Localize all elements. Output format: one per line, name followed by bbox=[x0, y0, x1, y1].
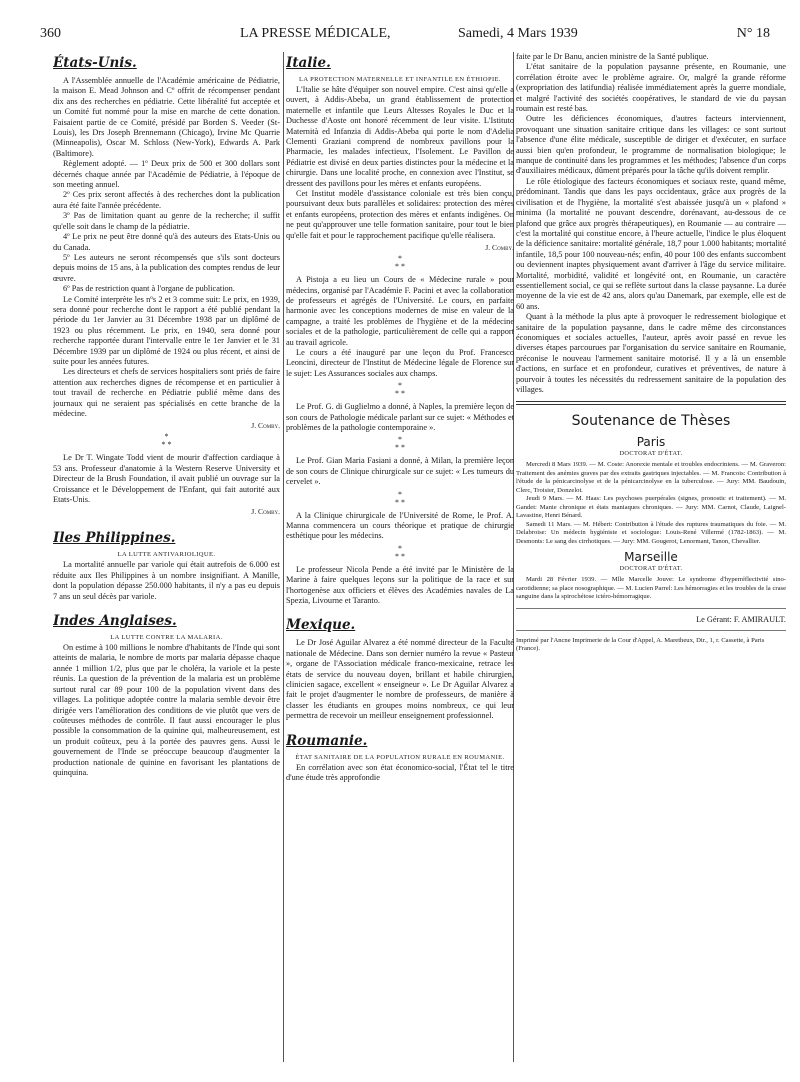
section-title-roumanie: Roumanie. bbox=[286, 732, 368, 749]
paragraph: A l'Assemblée annuelle de l'Académie américaine de Pédiatrie, la maison E. Mead Johnson and Cº offrit de récompenser pendant dix ans des recherches en pédiatrie. Cette libéralité fut acceptée et un Comité fut nommé pour la mise en marche de cette donation. Faisaient partie de ce Comité, présidé par Borden S. Veeder (St-Louis), les Drs Joseph Brennemann (Chicago), Irvine Mc Quarrie (Minneapolis), Oscar M. Schloss (New-York), Edwards A. Park (Baltimore). bbox=[53, 76, 280, 158]
paragraph: Le Prof. Gian Maria Fasiani a donné, à Milan, la première leçon de son cours de Clinique chirurgicale sur ce sujet: « Les tumeurs du cervelet ». bbox=[286, 456, 514, 487]
paragraph: A la Clinique chirurgicale de l'Université de Rome, le Prof. A. Manna commencera un cours théorique et pratique de chirurgie esthétique pour les médecins. bbox=[286, 510, 514, 541]
paragraph: Les directeurs et chefs de services hospitaliers sont priés de faire attention aux recherches dignes de récompense et en particulier à tout travail de recherche en Pédiatrie publié même dans des journaux qui ne seraient pas spécialisés en cette branche de la médecine. bbox=[53, 367, 280, 418]
issue-date: Samedi, 4 Mars 1939 bbox=[458, 26, 578, 41]
section-title-philippines: Iles Philippines. bbox=[53, 530, 176, 547]
thesis-entry: Jeudi 9 Mars. — M. Haas: Les psychoses puerpérales (signes, pronostic et traitement). — M. Gandet: Manie chronique et états maniaques chroniques. — Jury: MM. Carnot, Claude, Laignel-Lavastine, Henri Bénard. bbox=[516, 495, 786, 520]
column-1 bbox=[53, 52, 280, 1072]
subsection-title: LA PROTECTION MATERNELLE ET INFANTILE EN ÉTHIOPIE. bbox=[299, 76, 501, 83]
paragraph: Le professeur Nicola Pende a été invité par le Ministère de la Marine à faire quelques leçons sur la politique de la race et sur l'hortogenèse aux officiers et élèves des Académies navales de La Spezia, Livourne et Taranto. bbox=[286, 564, 514, 606]
signature: J. Comby. bbox=[251, 421, 280, 431]
doctorate-label: DOCTORAT D'ÉTAT. bbox=[619, 450, 683, 458]
paragraph: La mortalité annuelle par variole qui était autrefois de 6.000 est réduite aux Iles Philippines à un nombre insignifiant. A Manille, dont la population dépasse 250.000 habitants, il n'y a pas eu depuis 7 ans un seul décès par variole. bbox=[53, 560, 280, 601]
separator-asterism: * * * bbox=[395, 254, 405, 272]
paragraph: Outre les déficiences économiques, d'autres facteurs interviennent, provoquant une situation sanitaire critique dans les villages: ce sont surtout l'absence d'une élite médicale, susceptible de diriger et d'exécuter, en surface aussi bien qu'en profondeur, le programme de normalisation biologique; le manque de continuité dans les programmes et les méthodes; l'absence d'un corps d'auxiliaires médicaux, dûment préparés pour la tâche qu'ils doivent remplir. bbox=[516, 114, 786, 176]
page-number: 360 bbox=[40, 26, 61, 41]
paragraph: faite par le Dr Banu, ancien ministre de la Santé publique. bbox=[516, 52, 709, 61]
paragraph: Le Prof. G. di Guglielmo a donné, à Naples, la première leçon de son cours de Pathologie médicale parlant sur ce sujet: « Méthodes et problèmes de la pathologie contemporaine ». bbox=[286, 402, 514, 432]
separator-asterism: * * * bbox=[395, 381, 405, 399]
section-title-italie: Italie. bbox=[286, 55, 331, 71]
paragraph: A Pistoja a eu lieu un Cours de « Médecine rurale » pour médecins, organisé par l'Académie F. Pacini et avec la collaboration de professeurs et agrégés de l'Université. Le cours, en parfaite harmonie avec les conceptions modernes de mise en valeur de la campagne, a traité les problèmes de l'hygiène et de la médecine sociales et de la pathologie, particulièrement de celle qui a rapport au travail agricole. bbox=[286, 275, 514, 347]
section-title-etats-unis: États-Unis. bbox=[53, 55, 137, 71]
doctorate-label: DOCTORAT D'ÉTAT. bbox=[619, 565, 683, 573]
theses-section bbox=[516, 413, 786, 602]
paragraph: Le cours a été inauguré par une leçon du Prof. Francesco Leoncini, directeur de l'Institut de Médecine légale de Florence sur le sujet: Les Assurances sociales aux champs. bbox=[286, 347, 514, 378]
thesis-entry: Mardi 28 Février 1939. — Mlle Marcelle Jouve: Le syndrome d'hyperréflectivité sino-carotidienne; sa place nosographique. — M. Lucien Parrel: Les hémorragies et les troubles de la crase sanguine dans la spirochétose ictéro-hémorragique. bbox=[516, 576, 786, 601]
thesis-entry: Mercredi 8 Mars 1939. — M. Coste: Anorexie mentale et troubles endocriniens. — M. Graveron: Traitement des anémies graves par des extraits gastriques injectables. — M. Francois: Contribution à l'étude de la pénicarcinolyse et de la pénicarcinolyse en la tuberculose. — Jury: MM. Baudouin, Clerc, Troisier, Donzelot. bbox=[516, 461, 786, 494]
subsection-title: ÉTAT SANITAIRE DE LA POPULATION RURALE EN ROUMANIE. bbox=[295, 753, 505, 761]
paragraph: En corrélation avec son état économico-social, l'État tel le titre d'une étude très approfondie bbox=[286, 762, 514, 783]
column-2 bbox=[286, 52, 514, 1072]
paragraph: Le rôle étiologique des facteurs économiques et sociaux reste, quand même, prédominant. Tandis que dans les pays occidentaux, grâce aux progrès de la civilisation et de l'hygiène, la mortalité s'est abaissée jusqu'à un « plafond » minima (la mortalité ne pouvant descendre, dorénavant, au-dessous de ce plafond que grâce aux progrès thérapeutiques), en Roumanie — au contraire — c'est la mortalité qui constitue encore, à l'heure actuelle, l'indice le plus éloquent de la déficience sanitaire: mortalité générale, 18,7 pour 1.000 habitants; mortalité infantile, 18,5 pour 100 nouveau-nés; enfin, 40 pour 100 des enfants succombent ou deviennent inaptes physiquement avant d'arriver à l'âge du service militaire. Mortalité, morbidité, validité et longévité ont, en Roumanie, un caractère essentiellement social, ce qui se reflète surtout dans la classe paysanne. La durée moyenne de la vie est de 42 ans, alors qu'au Danemark, par exemple, elle est de 60 ans. bbox=[516, 176, 786, 311]
journal-title: LA PRESSE MÉDICALE, bbox=[240, 26, 391, 41]
paragraph: L'état sanitaire de la population paysanne présente, en Roumanie, une corrélation étroite avec le problème agraire. Or, malgré la grande réforme (expropriation des latifundia) réalisée immédiatement après la guerre mondiale, et malgré l'activité des sociétés coopératives, le standard de vie du paysan roumain est resté bas. bbox=[516, 62, 786, 114]
running-header bbox=[40, 26, 770, 46]
gerant-line: Le Gérant: F. AMIRAULT. bbox=[696, 614, 786, 624]
issue-number: N° 18 bbox=[736, 26, 770, 41]
theses-title: Soutenance de Thèses bbox=[571, 413, 731, 430]
separator-asterism: * * * bbox=[395, 543, 405, 561]
section-title-indes: Indes Anglaises. bbox=[53, 613, 177, 630]
paragraph: 6º Pas de restriction quant à l'organe de publication. bbox=[63, 284, 235, 294]
signature: J. Comby. bbox=[251, 507, 280, 517]
separator-asterism: * * * bbox=[395, 435, 405, 453]
paragraph: 3º Pas de limitation quant au genre de la recherche; il suffit qu'elle soit dans le champ de la pédiatrie. bbox=[53, 211, 280, 231]
signature: J. Comby. bbox=[485, 243, 514, 253]
paragraph: Cet Institut modèle d'assistance coloniale est très bien conçu, poursuivant deux buts parallèles et solidaires: protection des mères et enfants européens, protection des mères et enfants indigènes. On ne peut qu'approuver une telle formation sanitaire, pour tout le bien qu'elle fait et pour le rapprochement pacifique qu'elle réalisera. bbox=[286, 189, 514, 240]
separator-asterism: * * * bbox=[395, 489, 405, 507]
divider bbox=[516, 630, 786, 631]
thesis-entry: Samedi 11 Mars. — M. Hébert: Contribution à l'étude des ruptures traumatiques du foie. — M. Delabroise: Un médecin hygiéniste et sociologue: Louis-René Villermé (1782-1863). — M. Desmonts: Le sang des cirrhotiques. — Jury: MM. Gougerot, Lenormant, Tanon, Chevallier. bbox=[516, 520, 786, 545]
paragraph: Le Dr José Aguilar Alvarez a été nommé directeur de la Faculté nationale de Médecine. Dans son dernier numéro la revue « Pasteur », organe de l'Association médicale franco-mexicaine, retrace les états de service du nouveau doyen, brillant et habile chirurgien, clinicien sagace, excellent « enseigneur ». Le Dr Aguilar Alvarez a fait le projet d'augmenter le nombre de professeurs, de manière à classer les étudiants en groupes moins nombreux, ce qui leur permettra de recevoir un meilleur enseignement professionnel. bbox=[286, 638, 514, 721]
paragraph: On estime à 100 millions le nombre d'habitants de l'Inde qui sont atteints de malaria, le nombre de morts par malaria dépasse chaque année 1 million 1/2, plus que par le choléra, la variole et la peste réunis. La question de la prévention de la malaria est un problème surtout rural car 89 pour 100 de la population vivent dans des villages. La politique adoptée contre la malaria semble devoir être dirigée vers l'amélioration des conditions de vie plutôt que vers de coûteuses méthodes de contrôle. Il faut aussi encourager le plus possible la consommation de la quinine qui, malheureusement, est un produit coûteux, peu à la portée des pauvres gens. Aussi le gouvernement de l'Inde se préoccupe beaucoup d'augmenter la production nationale de quinine en favorisant les plantations de quinquina. bbox=[53, 643, 280, 777]
paragraph: Le Dr T. Wingate Todd vient de mourir d'affection cardiaque à 53 ans. Professeur d'anatomie à la Western Reserve University et Directeur de la Brush Foundation, il avait publié un ouvrage sur la Croissance et le Développement de l'Enfant, qui fait autorité aux Etats-Unis. bbox=[53, 453, 280, 505]
divider bbox=[516, 608, 786, 609]
section-title-mexique: Mexique. bbox=[286, 617, 356, 634]
paragraph: L'Italie se hâte d'équiper son nouvel empire. C'est ainsi qu'elle a ouvert, à Addis-Abeba, un grand établissement de protection maternelle et infantile que Leurs Altesses Royales le Duc et la Duchesse d'Aoste ont honoré récemment de leur visite. L'Istituto Maternità ed Infanzia di Addis-Abeba qui porte le nom d'Adelia Clementi Graziani comprend de nombreux pavillons pour la Pharmacie, les malades infectieux, l'Isolement. Le Pavillon de Pédiatrie est divisé en deux parties distinctes pour la médecine et la chirurgie. Dans une localité proche, en connexion avec l'Institut, se dressent des pavillons pour les mères et enfants européens. bbox=[286, 85, 514, 188]
section-divider bbox=[516, 401, 786, 405]
paragraph: Quant à la méthode la plus apte à provoquer le redressement biologique et sanitaire de la population paysanne, dans le cadre même des circonstances économiques et sociales actuelles, l'auteur, après avoir passé en revue les diverses étapes parcourues par l'organisation du service sanitaire en Roumanie, préconise le nouveau l'armement sanitaire motorisé. Il y a là un ensemble d'actions, en surface et en profondeur, curatives et préventives, de nature à pourvoir à toutes les nécessités du redressement sanitaire de la population des villages. bbox=[516, 312, 786, 394]
separator-asterism: * * * bbox=[161, 432, 172, 450]
paragraph: 2º Ces prix seront affectés à des recherches dont la publication aura été faite l'année précédente. bbox=[53, 190, 280, 210]
column-rule bbox=[283, 52, 284, 1062]
paragraph: Le Comité interprète les nºs 2 et 3 comme suit: Le prix, en 1939, sera donné pour recherche dont le rapport a été publié pendant la période du 1er Janvier au 31 Décembre 1938 par un diplômé de 1923 ou plus récemment. Le prix, en 1940, sera donné pour recherche rapportée durant l'intervalle entre le 1er Janvier et le 31 Décembre 1939 par un diplômé de 1924 ou plus récent, et ainsi de suite pour les années futures. bbox=[53, 294, 280, 366]
paragraph: Règlement adopté. — 1º Deux prix de 500 et 300 dollars sont décernés chaque année par l'Académie de Pédiatrie, à l'époque de son meeting annuel. bbox=[53, 159, 280, 190]
column-3 bbox=[516, 52, 786, 1072]
city-heading-paris: Paris bbox=[636, 435, 666, 450]
paragraph: 5º Les auteurs ne seront récompensés que s'ils sont docteurs depuis moins de 15 ans, à la publication des comptes rendus de leur œuvre. bbox=[53, 252, 280, 283]
subsection-title: LA LUTTE CONTRE LA MALARIA. bbox=[110, 634, 223, 642]
printer-imprint: Imprimé par l'Ancne Imprimerie de la Cour d'Appel, A. Maretheux, Dir., 1, r. Cassette, à Paris (France). bbox=[516, 636, 765, 653]
paragraph: 4º Le prix ne peut être donné qu'à des auteurs des Etats-Unis ou du Canada. bbox=[53, 232, 280, 252]
subsection-title: LA LUTTE ANTIVARIOLIQUE. bbox=[117, 551, 216, 559]
city-heading-marseille: Marseille bbox=[624, 550, 678, 565]
